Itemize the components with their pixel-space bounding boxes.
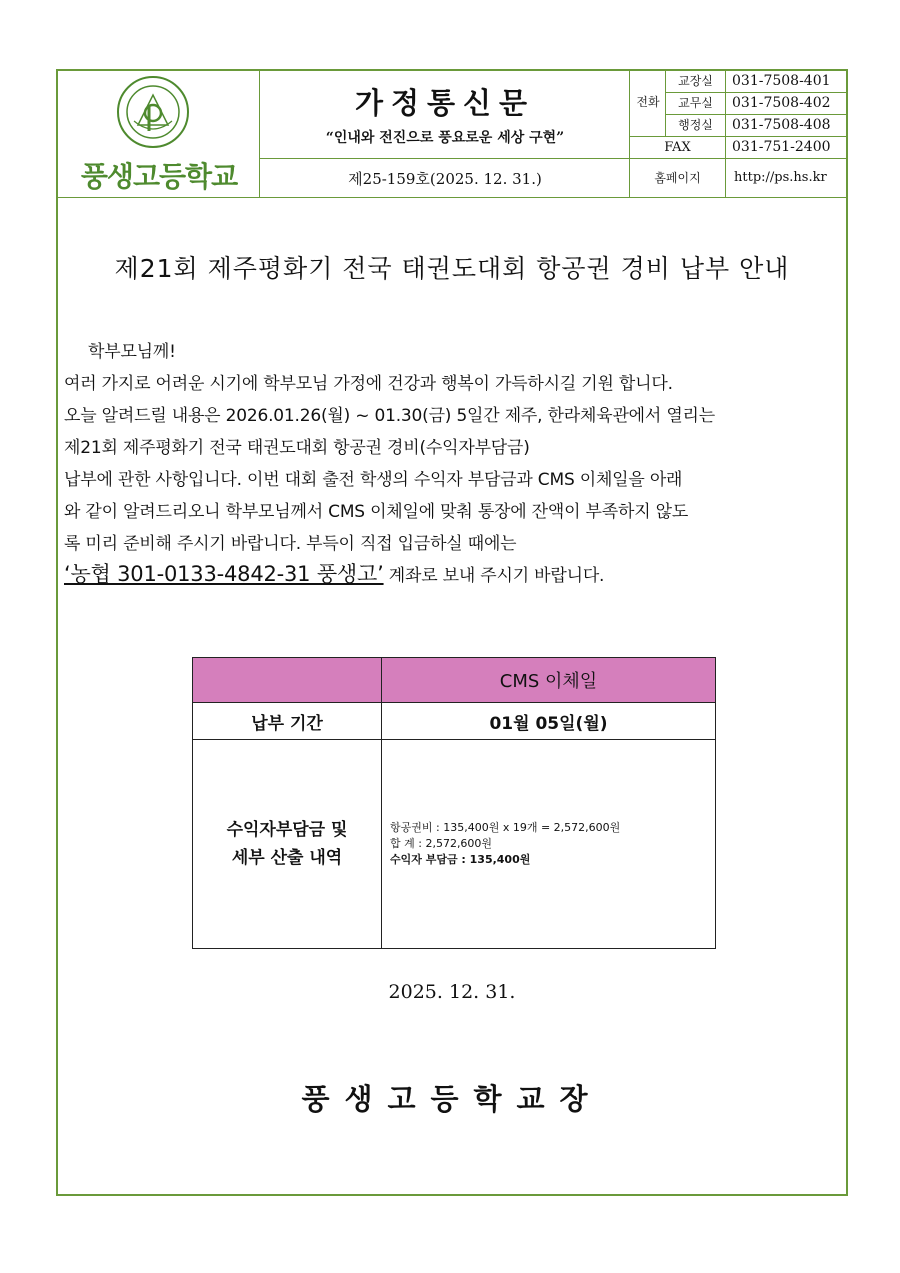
fax-label: FAX — [630, 137, 726, 158]
phone-label: 전화 — [636, 95, 660, 109]
phone-office-name: 교장실 — [666, 71, 726, 92]
greeting: 학부모님께! — [88, 342, 176, 362]
body-line: 여러 가지로 어려운 시기에 학부모님 가정에 건강과 행복이 가득하시길 기원 합니다. — [64, 374, 673, 394]
school-name: 풍생고등학교 — [80, 160, 238, 193]
homepage-label: 홈페이지 — [630, 159, 726, 197]
payment-period-value: 01월 05일(월) — [382, 703, 716, 740]
school-motto: “인내와 전진으로 풍요로운 세상 구현” — [325, 130, 565, 146]
body-line: 와 같이 알려드리오니 학부모님께서 CMS 이체일에 맞춰 통장에 잔액이 부족하지 않도 — [64, 502, 689, 522]
notice-frame — [56, 69, 848, 1196]
breakdown-line: 항공권비 : 135,400원 x 19개 = 2,572,600원 — [390, 821, 621, 834]
title-area — [260, 71, 630, 159]
letterhead — [58, 71, 846, 198]
account-line — [64, 558, 844, 588]
fee-detail-row — [193, 740, 716, 949]
phone-number: 031-7508-402 — [732, 95, 831, 111]
body-line: 제21회 제주평화기 전국 태권도대회 항공권 경비(수익자부담금) — [64, 438, 530, 458]
phone-number: 031-7508-401 — [732, 73, 831, 89]
breakdown-line: 합 계 : 2,572,600원 — [390, 837, 493, 850]
fax-number: 031-751-2400 — [732, 139, 831, 155]
bank-account: ‘농협 301-0133-4842-31 풍생고’ — [64, 562, 384, 586]
notice-title: 가정통신문 — [354, 86, 536, 120]
phone-office-name: 교무실 — [666, 93, 726, 114]
payment-period-row — [193, 703, 716, 740]
phone-row — [666, 71, 846, 93]
phone-office-name: 행정실 — [666, 115, 726, 136]
issue-number: 제25-159호(2025. 12. 31.) — [348, 170, 542, 188]
body-line: 록 미리 준비해 주시기 바랍니다. 부득이 직접 입금하실 때에는 — [64, 534, 517, 554]
body-line: 오늘 알려드릴 내용은 2026.01.26(월) ~ 01.30(금) 5일간 제주, 한라체육관에서 열리는 — [64, 406, 715, 426]
fee-table-header — [193, 658, 716, 703]
phone-label-cell — [630, 71, 666, 137]
fax-row — [630, 137, 846, 159]
body-line: 납부에 관한 사항입니다. 이번 대회 출전 학생의 수익자 부담금과 CMS 이체일을 아래 — [64, 470, 683, 490]
breakdown-line: 수익자 부담금 : 135,400원 — [390, 853, 531, 866]
fee-breakdown — [382, 740, 716, 949]
logo-area — [58, 71, 260, 197]
principal-signature: 풍생고등학교장 — [301, 1082, 603, 1116]
fee-table — [192, 657, 716, 949]
fee-header-cms: CMS 이체일 — [382, 658, 716, 703]
homepage-link[interactable]: http://ps.hs.kr — [734, 170, 827, 185]
fee-detail-label-line: 세부 산출 내역 — [231, 848, 343, 868]
payment-period-label: 납부 기간 — [193, 703, 382, 740]
homepage-row — [630, 159, 846, 197]
issue-area — [260, 159, 630, 197]
document-title: 제21회 제주평화기 전국 태권도대회 항공권 경비 납부 안내 — [114, 254, 790, 283]
phone-row — [666, 93, 846, 115]
phone-number: 031-7508-408 — [732, 117, 831, 133]
school-seal-icon — [116, 75, 190, 149]
account-suffix: 계좌로 보내 주시기 바랍니다. — [383, 566, 605, 586]
fee-header-left — [193, 658, 382, 703]
phone-row — [666, 115, 846, 137]
issue-date: 2025. 12. 31. — [388, 981, 516, 1003]
fee-detail-label — [193, 740, 382, 949]
fee-detail-label-line: 수익자부담금 및 — [226, 820, 348, 840]
